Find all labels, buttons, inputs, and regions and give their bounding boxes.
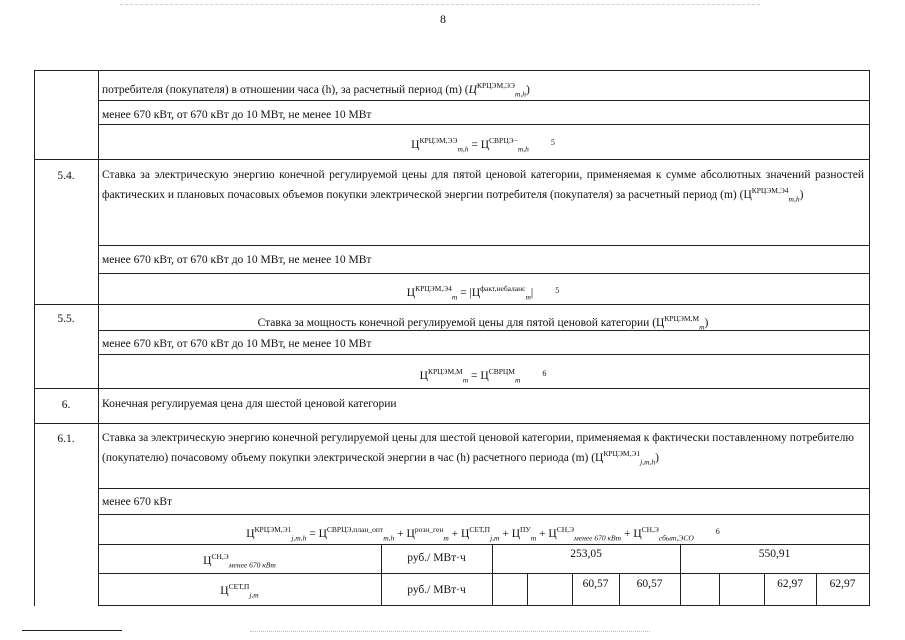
value-cell: 60,57	[636, 578, 663, 590]
row-description: Ставка за электрическую энергию конечной регулируемой цены для пятой ценовой категории, применяемая к сумме абсолютных значений разностей фактических и плановых почасовых объемов покупки электрической энергии потребителя (покупателя) за расчетный период (m) $(Ц^{КРЦЭМ,Э4}_{m,h})$	[102, 169, 864, 204]
subtable-divider	[527, 573, 528, 605]
row-number: 5.5.	[57, 313, 75, 325]
footnote-ref: 6	[715, 526, 720, 536]
footer-dotted-rule	[250, 631, 650, 632]
row-number: 6.	[61, 399, 71, 411]
row-number: 6.1.	[57, 433, 75, 445]
header-dashed-rule	[120, 4, 760, 5]
formula: $Ц^{КРЦЭМ,ЭЭ}_{m,h} = Ц^{СВРЦЭ-}_{m,h}^5$	[411, 136, 555, 154]
unit-label: руб./ МВт·ч	[407, 584, 466, 596]
value-cell: 62,97	[829, 578, 856, 590]
row-formula	[102, 281, 864, 305]
table-border-right	[869, 70, 870, 606]
row-number: 5.4.	[57, 170, 75, 182]
row-power-categories: менее 670 кВт, от 670 кВт до 10 МВт, не менее 10 МВт	[102, 109, 372, 121]
row-border	[98, 605, 870, 606]
footnote-ref: 5	[555, 285, 560, 295]
formula-symbol: $Ц^{КРЦЭМ,ЭЭ}_{m,h}$	[468, 81, 526, 99]
table-column-divider	[98, 70, 99, 606]
tariff-table	[34, 70, 870, 606]
formula-symbol: $Ц^{КРЦЭМ,М}_m$	[656, 314, 705, 332]
footnote-separator	[22, 630, 122, 631]
row-border	[34, 159, 870, 160]
value-cell: 62,97	[777, 578, 803, 590]
row-border	[34, 423, 870, 424]
row-formula	[102, 364, 864, 388]
row-border	[98, 514, 870, 515]
formula-sum: $Ц^{КРЦЭМ,Э1}_{j,m,h} = Ц^{СВРЦЭ,план\_опт}_{m,h} + Ц^{розн\_ген}_m + Ц^{СЕТ,П}_{j,m} + Ц^{ПУ}_m + Ц^{СН,Э}_{менее 670 кВт} + Ц^{СН,Э}_{сбыт,ЭСО}^6$	[246, 525, 720, 543]
row-description: Ставка за электрическую энергию конечной регулируемой цены для шестой ценовой категории, применяемая к фактически поставленному потребителю (покупателю) почасовому объему покупки электрической энергии в час (h) расчетного периода (m) $(Ц^{КРЦЭМ,Э1}_{j,m,h})$	[102, 432, 854, 467]
footnote-ref: 5	[550, 137, 555, 147]
component-symbol: $Ц^{СЕТ,П}_{j,m}$	[220, 582, 259, 600]
row-border	[98, 245, 870, 246]
row-power-categories: менее 670 кВт, от 670 кВт до 10 МВт, не менее 10 МВт	[102, 338, 372, 350]
value-cell: 550,91	[758, 548, 791, 560]
row-description: Конечная регулируемая цена для шестой ценовой категории	[102, 398, 397, 410]
row-border	[98, 273, 870, 274]
row-formula	[102, 522, 864, 546]
row-border	[98, 573, 870, 574]
unit-label: руб./ МВт·ч	[407, 552, 466, 564]
row-border	[34, 70, 870, 71]
row-formula	[102, 133, 864, 157]
formula: $Ц^{КРЦЭМ,Э4}_m = |Ц^{факт,небаланс}_m|$ $^5$	[406, 284, 560, 302]
formula: $Ц^{КРЦЭМ,М}_m = Ц^{СВРЦМ}_m^6$	[419, 367, 547, 385]
row-border	[98, 124, 870, 125]
page-number: 8	[440, 12, 446, 26]
row-power-categories: менее 670 кВт, от 670 кВт до 10 МВт, не менее 10 МВт	[102, 254, 372, 266]
row-border	[34, 388, 870, 389]
row-description: Ставка за мощность конечной регулируемой цены для пятой ценовой категории $(Ц^{КРЦЭМ,М}_m)$	[257, 314, 709, 332]
row-continuation-text: потребителя (покупателя) в отношении часа (h), за расчетный период (m) $(Ц^{КРЦЭМ,ЭЭ}_{m,h})$	[102, 81, 530, 99]
subtable-divider	[719, 573, 720, 605]
table-border-left	[34, 70, 35, 606]
row-border	[98, 354, 870, 355]
component-symbol: $Ц^{СН,Э}_{менее 670 кВт}$	[203, 552, 276, 570]
row-border	[98, 488, 870, 489]
value-cell: 60,57	[582, 578, 609, 590]
formula-symbol: $Ц^{КРЦЭМ,Э4}_{m,h}$	[743, 186, 800, 204]
row-power-category: менее 670 кВт	[102, 496, 173, 508]
formula-symbol: $Ц^{КРЦЭМ,Э1}_{j,m,h}$	[595, 449, 656, 467]
value-cell: 253,05	[570, 548, 602, 560]
footnote-ref: 6	[542, 368, 547, 378]
